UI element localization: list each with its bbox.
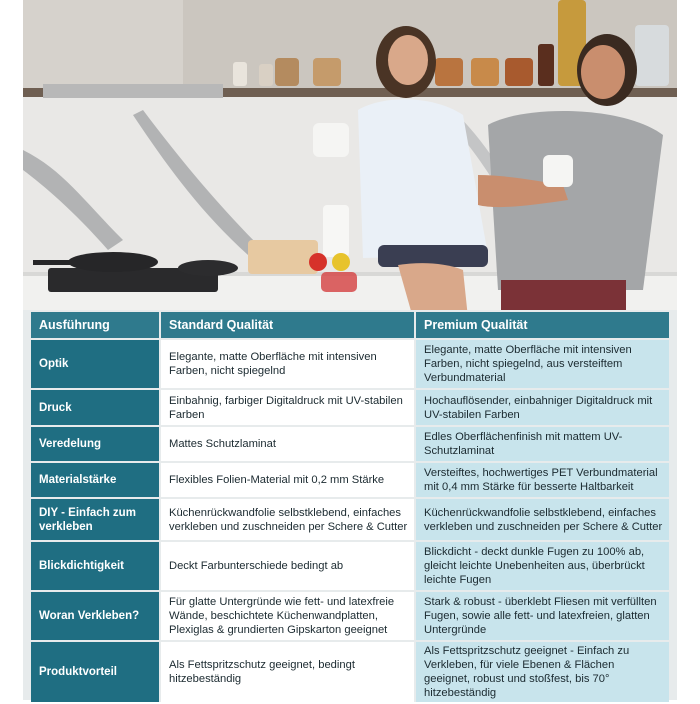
standard-cell: Flexibles Folien-Material mit 0,2 mm Stärke [159, 463, 414, 497]
comparison-table-container [23, 310, 677, 700]
standard-cell: Mattes Schutzlaminat [159, 427, 414, 461]
standard-cell: Einbahnig, farbiger Digitaldruck mit UV-stabilen Farben [159, 390, 414, 425]
standard-cell: Als Fettspritzschutz geeignet, bedingt hitzebeständig [159, 642, 414, 702]
table-row [31, 340, 669, 388]
row-label-druck: Druck [31, 390, 159, 425]
standard-cell: Deckt Farbunterschiede bedingt ab [159, 542, 414, 590]
premium-cell: Küchenrückwandfolie selbstklebend, einfaches verkleben und zuschneiden per Schere & Cutter [414, 499, 669, 540]
header-ausfuehrung: Ausführung [31, 312, 159, 338]
table-header-row [31, 312, 669, 338]
premium-cell: Elegante, matte Oberfläche mit intensiven Farben, nicht spiegelnd, aus versteiftem Verbundmaterial [414, 340, 669, 388]
row-label-diy: DIY - Einfach zum verkleben [31, 499, 159, 540]
table-row [31, 542, 669, 590]
premium-cell: Versteiftes, hochwertiges PET Verbundmaterial mit 0,4 mm Stärke für besserte Haltbarkeit [414, 463, 669, 497]
kitchen-illustration [23, 0, 677, 318]
header-premium: Premium Qualität [414, 312, 669, 338]
premium-cell: Als Fettspritzschutz geeignet - Einfach zu Verkleben, für viele Ebenen & Flächen geeignet, robust und stoßfest, bis 70° hitzebeständig [414, 642, 669, 702]
standard-cell: Küchenrückwandfolie selbstklebend, einfaches verkleben und zuschneiden per Schere & Cutter [159, 499, 414, 540]
standard-cell: Für glatte Untergründe wie fett- und latexfreie Wände, beschichtete Küchenwandplatten, Plexiglas & grundierten Gipskarton geeignet [159, 592, 414, 640]
premium-cell: Stark & robust - überklebt Fliesen mit verfüllten Fugen, sowie alle fett- und latexfreien, glatten Untergründe [414, 592, 669, 640]
table-row [31, 463, 669, 497]
row-label-blickdichtigkeit: Blickdichtigkeit [31, 542, 159, 590]
table-row [31, 642, 669, 702]
standard-cell: Elegante, matte Oberfläche mit intensiven Farben, nicht spiegelnd [159, 340, 414, 388]
row-label-veredelung: Veredelung [31, 427, 159, 461]
table-row [31, 427, 669, 461]
premium-cell: Edles Oberflächenfinish mit mattem UV-Schutzlaminat [414, 427, 669, 461]
row-label-produktvorteil: Produktvorteil [31, 642, 159, 702]
premium-cell: Blickdicht - deckt dunkle Fugen zu 100% ab, gleicht leichte Unebenheiten aus, überbrückt leichte Fugen [414, 542, 669, 590]
premium-cell: Hochauflösender, einbahniger Digitaldruck mit UV-stabilen Farben [414, 390, 669, 425]
table-row [31, 390, 669, 425]
kitchen-photo [23, 0, 677, 318]
row-label-materialstaerke: Materialstärke [31, 463, 159, 497]
row-label-woran-verkleben: Woran Verkleben? [31, 592, 159, 640]
header-standard: Standard Qualität [159, 312, 414, 338]
table-row [31, 592, 669, 640]
row-label-optik: Optik [31, 340, 159, 388]
comparison-table [31, 310, 669, 704]
table-row [31, 499, 669, 540]
